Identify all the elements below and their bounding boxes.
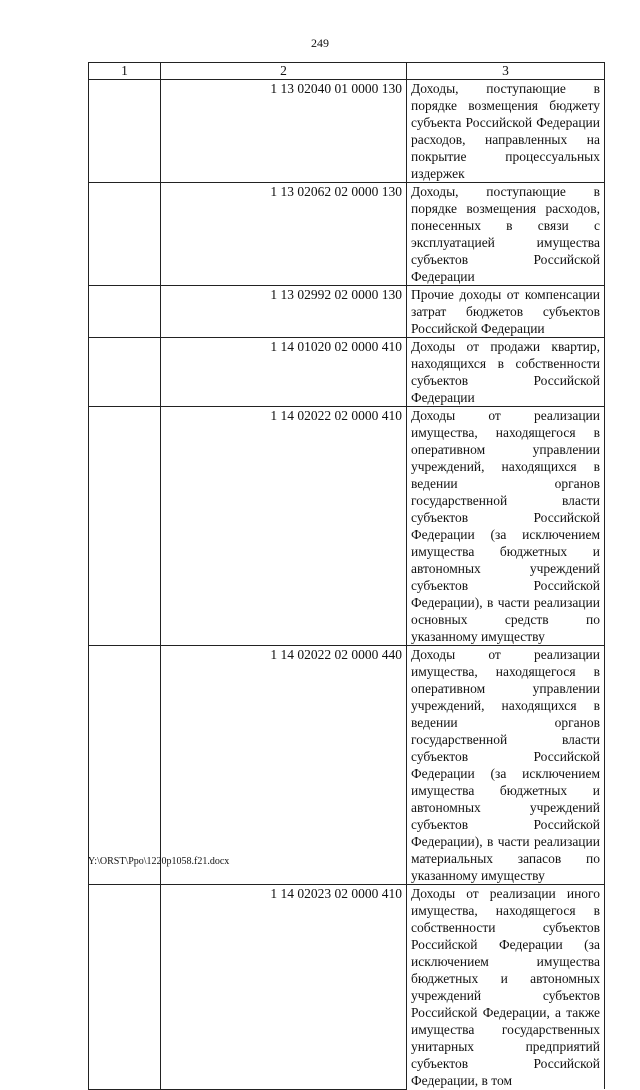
- admin-code-cell: [89, 183, 161, 286]
- income-description-cell: Доходы от реализации имущества, находящегося в оперативном управлении учреждений, находящихся в ведении органов государственной власти субъектов Российской Федерации (за исключением имущества бюджетных и автономных учреждений субъектов Российской Федерации), в части реализации основных средств по указанному имуществу: [407, 407, 605, 646]
- admin-code-cell: [89, 80, 161, 183]
- budget-code-cell: 1 13 02992 02 0000 130: [161, 286, 407, 338]
- table-row: [89, 338, 605, 407]
- income-description-cell: Доходы, поступающие в порядке возмещения бюджету субъекта Российской Федерации расходов, направленных на покрытие процессуальных издержек: [407, 80, 605, 183]
- page-number: 249: [311, 36, 329, 50]
- budget-code-cell: 1 13 02040 01 0000 130: [161, 80, 407, 183]
- budget-code-cell: 1 14 01020 02 0000 410: [161, 338, 407, 407]
- table-row: [89, 183, 605, 286]
- table-row: [89, 286, 605, 338]
- table-row: [89, 885, 605, 1090]
- income-description-cell: Доходы от продажи квартир, находящихся в собственности субъектов Российской Федерации: [407, 338, 605, 407]
- budget-code-cell: 1 14 02022 02 0000 410: [161, 407, 407, 646]
- income-description-cell: Доходы от реализации имущества, находящегося в оперативном управлении учреждений, находящихся в ведении органов государственной власти субъектов Российской Федерации (за исключением имущества бюджетных и автономных учреждений субъектов Российской Федерации), в части реализации материальных запасов по указанному имуществу: [407, 646, 605, 885]
- budget-code-cell: 1 13 02062 02 0000 130: [161, 183, 407, 286]
- table-header-row: [89, 63, 605, 80]
- admin-code-cell: [89, 286, 161, 338]
- budget-classification-table: [88, 62, 605, 1090]
- admin-code-cell: [89, 646, 161, 885]
- table-row: [89, 407, 605, 646]
- income-description-cell: Прочие доходы от компенсации затрат бюджетов субъектов Российской Федерации: [407, 286, 605, 338]
- budget-code-cell: 1 14 02022 02 0000 440: [161, 646, 407, 885]
- admin-code-cell: [89, 338, 161, 407]
- admin-code-cell: [89, 885, 161, 1090]
- table-row: [89, 80, 605, 183]
- admin-code-cell: [89, 407, 161, 646]
- column-header-2: 2: [161, 63, 407, 80]
- income-description-cell: Доходы от реализации иного имущества, находящегося в собственности субъектов Российской Федерации (за исключением имущества бюджетных и автономных учреждений субъектов Российской Федерации, а также имущества государственных унитарных предприятий субъектов Российской Федерации, в том: [407, 885, 605, 1090]
- income-description-cell: Доходы, поступающие в порядке возмещения расходов, понесенных в связи с эксплуатацией имущества субъектов Российской Федерации: [407, 183, 605, 286]
- column-header-1: 1: [89, 63, 161, 80]
- table-row: [89, 646, 605, 885]
- document-file-path: Y:\ORST\Ppo\1220p1058.f21.docx: [88, 856, 230, 867]
- column-header-3: 3: [407, 63, 605, 80]
- budget-code-cell: 1 14 02023 02 0000 410: [161, 885, 407, 1090]
